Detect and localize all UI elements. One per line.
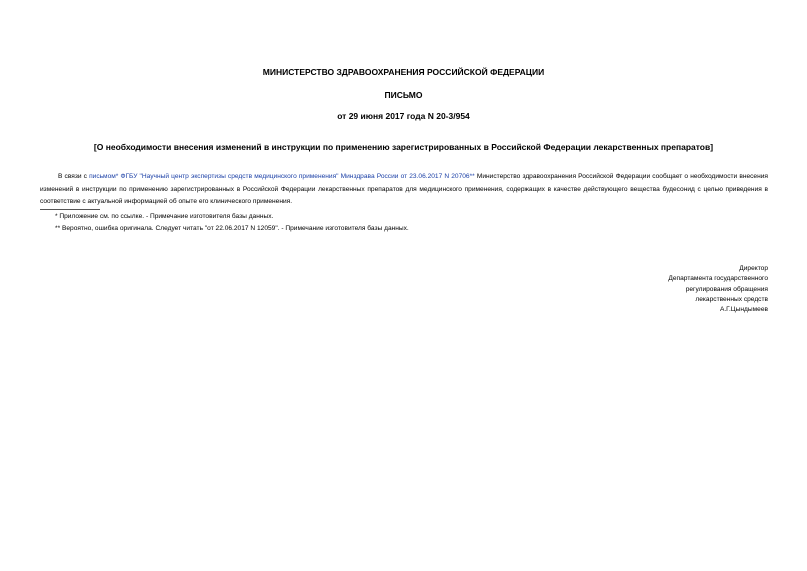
- footnote-1: * Приложение см. по ссылке. - Примечание изготовителя базы данных.: [55, 213, 274, 220]
- signature-block: [668, 264, 768, 315]
- signatory-department-line-2: регулирования обращения: [685, 285, 768, 293]
- document-type: ПИСЬМО: [384, 90, 423, 100]
- body-rest: Министерство здравоохранения Российской Федерации сообщает о необходимости внесения изменений в инструкции по применению зарегистрированных в Российской Федерации лекарственных препаратов для медицинского применения, содержащих в качестве действующего вещества будесонид с целью приведения в соответствие с актуальной информацией об опыте его клинического применения.: [40, 173, 768, 205]
- ministry-title: МИНИСТЕРСТВО ЗДРАВООХРАНЕНИЯ РОССИЙСКОЙ ФЕДЕРАЦИИ: [262, 67, 545, 77]
- document-date-number: от 29 июня 2017 года N 20-3/954: [337, 111, 470, 121]
- signatory-department-line-3: лекарственных средств: [695, 295, 768, 303]
- signatory-name: А.Г.Цындымеев: [719, 306, 768, 314]
- signatory-position: Директор: [739, 265, 768, 272]
- footnote-divider: [40, 209, 100, 210]
- reference-letter-link[interactable]: письмом* ФГБУ "Научный центр экспертизы средств медицинского применения" Минздрава России от 23.06.2017 N 20706**: [89, 173, 475, 180]
- footnote-2: ** Вероятно, ошибка оригинала. Следует читать "от 22.06.2017 N 12059". - Примечание изготовителя базы данных.: [55, 225, 409, 232]
- body-intro: В связи с: [58, 173, 90, 180]
- letter-body: [40, 171, 768, 209]
- document-subject: [О необходимости внесения изменений в инструкции по применению зарегистрированных в Российской Федерации лекарственных препаратов]: [93, 142, 714, 152]
- signatory-department-line-1: Департамента государственного: [668, 275, 768, 283]
